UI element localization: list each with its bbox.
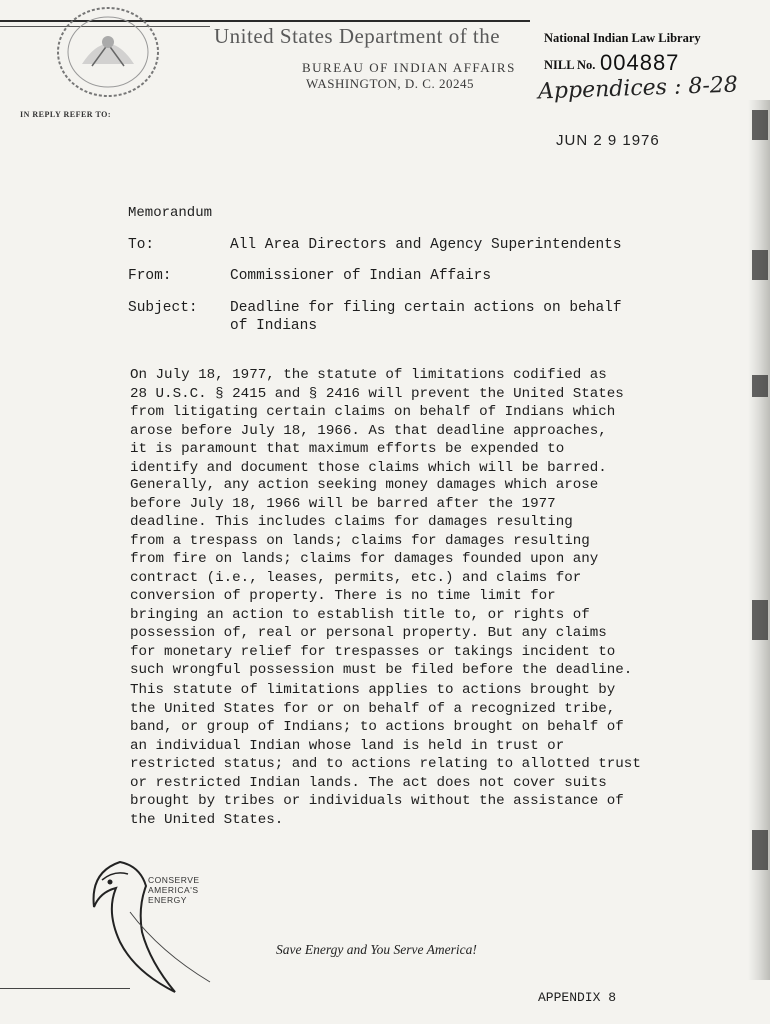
paragraph-line: On July 18, 1977, the statute of limitations codified as xyxy=(130,367,607,383)
to-label: To: xyxy=(128,237,155,253)
paragraph-line: 28 U.S.C. § 2415 and § 2416 will prevent the United States xyxy=(130,385,624,402)
paragraph-line: band, or group of Indians; to actions brought on behalf of xyxy=(130,719,624,735)
scan-edge-mark xyxy=(752,375,768,397)
paragraph-line: contract (i.e., leases, permits, etc.) and claims for xyxy=(130,569,582,586)
department-name: United States Department of the xyxy=(214,24,501,48)
paragraph-3 xyxy=(130,681,690,829)
subject-line-2: of Indians xyxy=(230,318,318,334)
paragraph-line: such wrongful possession must be filed before the deadline. xyxy=(130,662,633,678)
paragraph-line: identify and document those claims which will be barred. xyxy=(130,459,607,476)
paragraph-line: it is paramount that maximum efforts be expended to xyxy=(130,441,565,457)
reply-reference-note: IN REPLY REFER TO: xyxy=(20,110,112,119)
paragraph-line: arose before July 18, 1966. As that deadline approaches, xyxy=(130,422,607,439)
library-name: National Indian Law Library xyxy=(544,31,701,45)
bureau-name: BUREAU OF INDIAN AFFAIRS xyxy=(302,60,516,75)
to-value: All Area Directors and Agency Superintendents xyxy=(230,237,622,253)
subject-line-1: Deadline for filing certain actions on behalf xyxy=(230,300,622,316)
from-label: From: xyxy=(128,268,172,284)
paragraph-line: deadline. This includes claims for damages resulting xyxy=(130,514,573,530)
footer-slogan: Save Energy and You Serve America! xyxy=(276,942,477,957)
bottom-rule xyxy=(0,988,130,989)
paragraph-1 xyxy=(130,366,690,477)
paragraph-2 xyxy=(130,476,690,680)
paragraph-line: or restricted Indian lands. The act does not cover suits xyxy=(130,774,607,791)
paragraph-line: brought by tribes or individuals without the assistance of xyxy=(130,793,624,809)
paragraph-line: for monetary relief for trespasses or takings incident to xyxy=(130,643,616,660)
paragraph-line: from fire on lands; claims for damages founded upon any xyxy=(130,551,599,567)
paragraph-line: Generally, any action seeking money damages which arose xyxy=(130,477,599,493)
paragraph-line: bringing an action to establish title to, or rights of xyxy=(130,606,590,623)
paragraph-line: restricted status; and to actions relating to allotted trust xyxy=(130,756,641,772)
nill-number: 004887 xyxy=(600,50,680,75)
paragraph-line: from litigating certain claims on behalf of Indians which xyxy=(130,404,616,420)
paragraph-line: This statute of limitations applies to actions brought by xyxy=(130,682,616,698)
paragraph-line: an individual Indian whose land is held in trust or xyxy=(130,737,565,754)
paragraph-line: the United States. xyxy=(130,811,284,828)
appendix-label: APPENDIX 8 xyxy=(538,990,617,1005)
paragraph-line: conversion of property. There is no time limit for xyxy=(130,588,556,604)
conserve-line: ENERGY xyxy=(148,895,187,905)
scan-edge-mark xyxy=(752,600,768,640)
scan-edge-mark xyxy=(752,830,768,870)
nill-label: NILL No. xyxy=(544,58,596,72)
conserve-energy-emblem-text xyxy=(148,875,200,905)
paragraph-line: from a trespass on lands; claims for damages resulting xyxy=(130,532,590,549)
bureau-address: WASHINGTON, D. C. 20245 xyxy=(306,76,474,91)
handwritten-appendices-note: Appendices : 8-28 xyxy=(537,72,739,105)
department-seal-icon xyxy=(52,4,164,100)
paragraph-line: the United States for or on behalf of a recognized tribe, xyxy=(130,700,616,717)
from-value: Commissioner of Indian Affairs xyxy=(230,268,492,284)
paragraph-line: possession of, real or personal property. But any claims xyxy=(130,625,607,641)
conserve-line: CONSERVE xyxy=(148,875,200,885)
scan-edge-mark xyxy=(752,110,768,140)
scan-edge xyxy=(748,100,770,980)
conserve-line: AMERICA'S xyxy=(148,885,199,895)
date-stamp: JUN 2 9 1976 xyxy=(556,132,660,149)
memo-title: Memorandum xyxy=(128,205,213,221)
paragraph-line: before July 18, 1966 will be barred after the 1977 xyxy=(130,495,556,512)
subject-label: Subject: xyxy=(128,300,198,316)
scan-edge-mark xyxy=(752,250,768,280)
